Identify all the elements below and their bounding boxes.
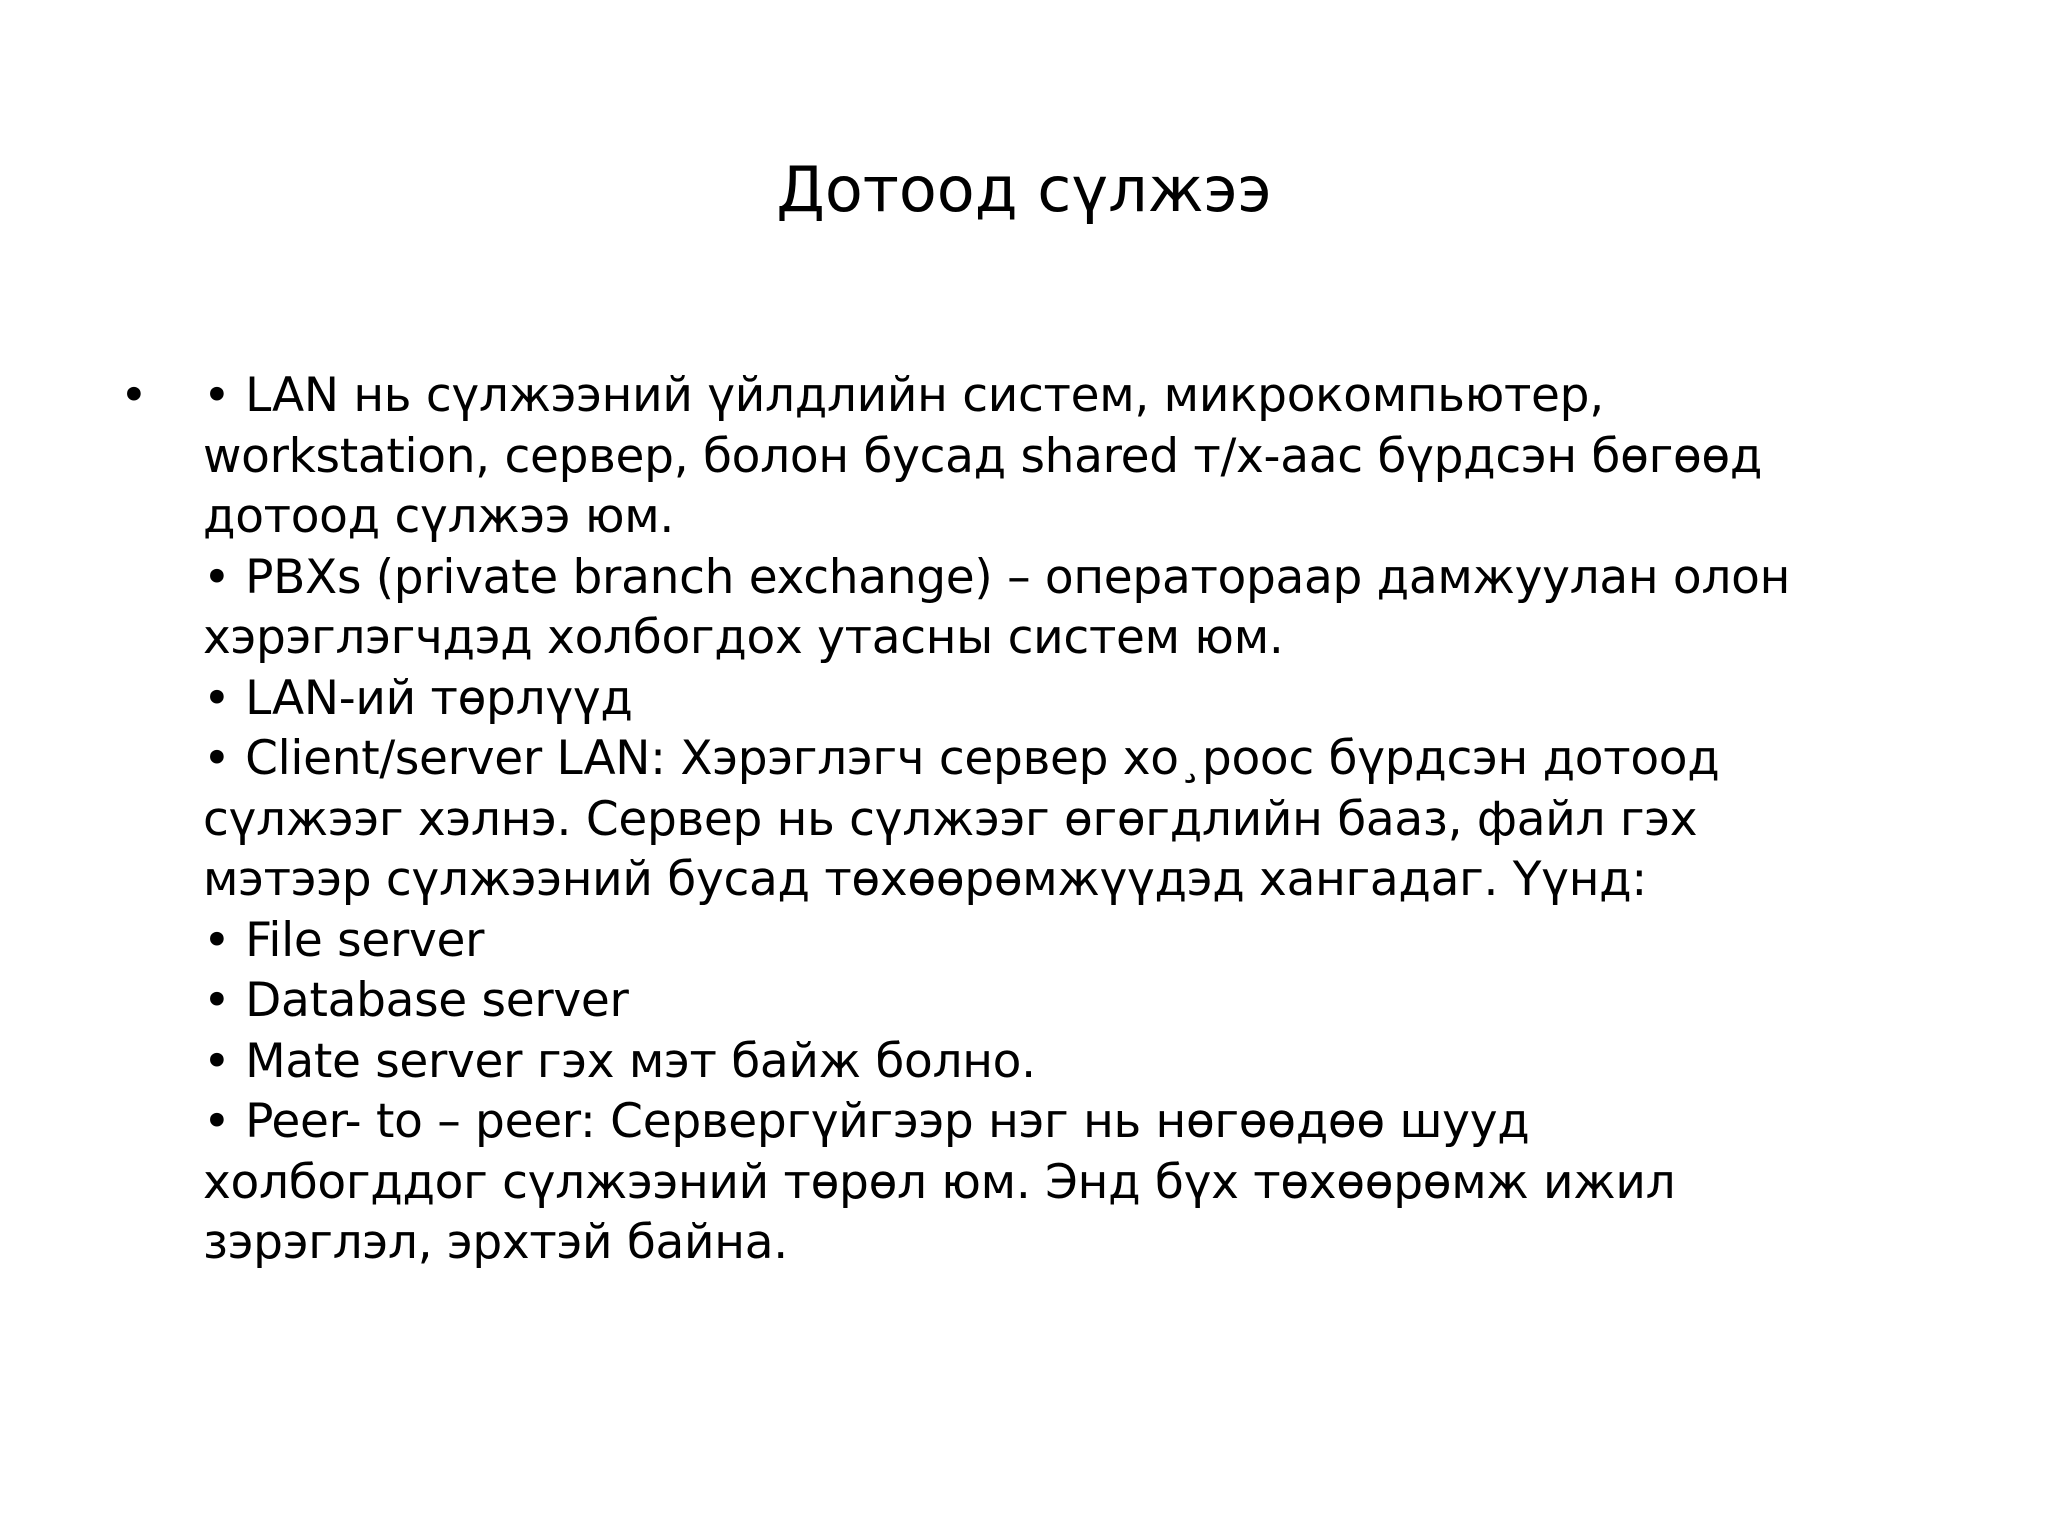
body-line: • Client/server LAN: Хэрэглэгч сервер хо¸роос бүрдсэн дотоод (203, 731, 1720, 786)
slide-title: Дотоод сүлжээ (776, 153, 1272, 226)
outer-bullet-marker: • (120, 368, 148, 423)
body-line: • LAN нь сүлжээний үйлдлийн систем, микрокомпьютер, (203, 368, 1604, 423)
body-line: холбогддог сүлжээний төрөл юм. Энд бүх төхөөрөмж ижил (203, 1154, 1676, 1210)
body-line: workstation, сервер, болон бусад shared т/х-аас бүрдсэн бөгөөд (203, 428, 1763, 484)
body-line: • Mate server гэх мэт байж болно. (203, 1033, 1036, 1089)
body-line: • Database server (203, 973, 629, 1028)
body-line: • PBXs (private branch exchange) – оператораар дамжуулан олон (203, 549, 1790, 605)
body-line: дотоод сүлжээ юм. (203, 489, 675, 544)
body-line: зэрэглэл, эрхтэй байна. (203, 1215, 788, 1270)
body-line: хэрэглэгчдэд холбогдох утасны систем юм. (203, 610, 1284, 665)
body-line: мэтээр сүлжээний бусад төхөөрөмжүүдэд хангадаг. Үүнд: (203, 852, 1647, 907)
body-line: сүлжээг хэлнэ. Сервер нь сүлжээг өгөгдлийн бааз, файл гэх (203, 791, 1698, 847)
body-line: • File server (203, 912, 485, 968)
body-line: • LAN-ий төрлүүд (203, 670, 633, 726)
slide-body (203, 366, 1983, 1274)
body-line: • Peer- to – peer: Сервергүйгээр нэг нь нөгөөдөө шууд (203, 1094, 1530, 1149)
